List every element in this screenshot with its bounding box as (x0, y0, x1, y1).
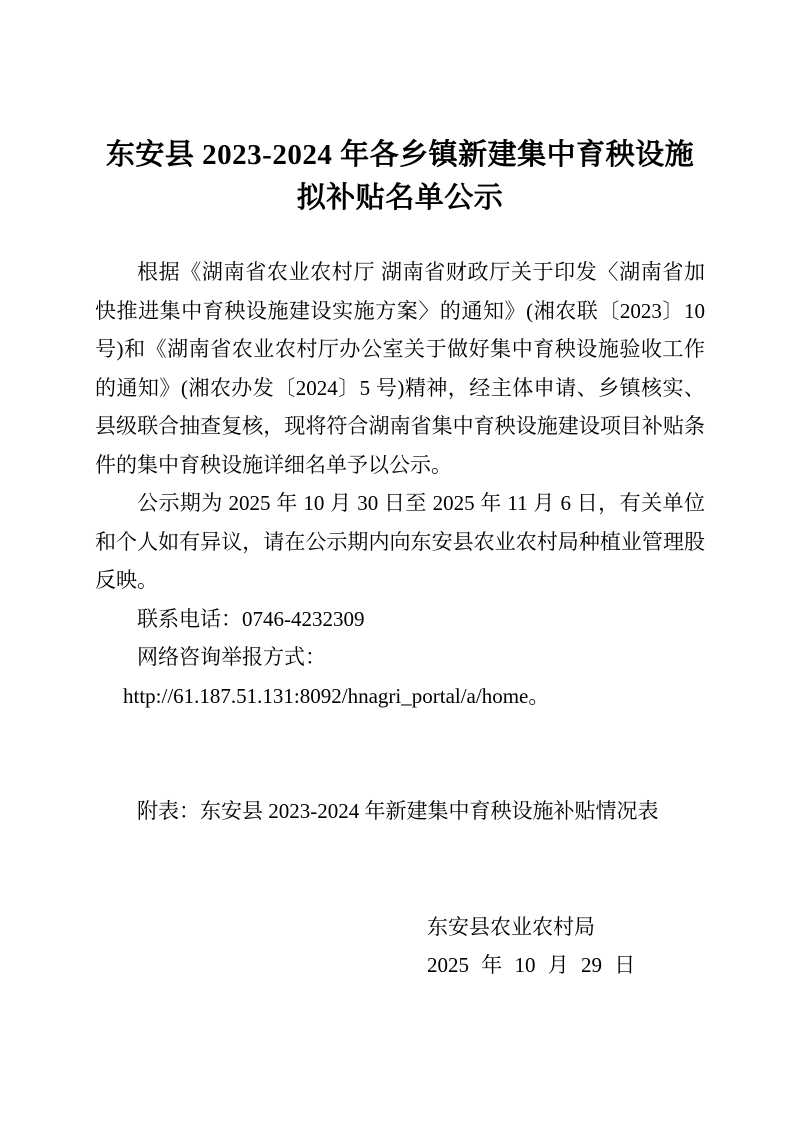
paragraph-publicity-period: 公示期为 2025 年 10 月 30 日至 2025 年 11 月 6 日，有关单位和个人如有异议，请在公示期内向东安县农业农村局种植业管理股反映。 (95, 491, 705, 592)
issuer-name: 东安县农业农村局 (427, 914, 595, 939)
document-content (95, 0, 705, 985)
online-report-label: 网络咨询举报方式： (137, 645, 326, 669)
signature-block (427, 908, 705, 985)
attachment-note: 附表：东安县 2023-2024 年新建集中育秧设施补贴情况表 (137, 799, 659, 823)
document-body (95, 253, 705, 985)
report-url: http://61.187.51.131:8092/hnagri_portal/a/home。 (123, 683, 550, 708)
issue-date: 2025 年 10 月 29 日 (427, 953, 636, 977)
paragraph-basis: 根据《湖南省农业农村厅 湖南省财政厅关于印发〈湖南省加快推进集中育秧设施建设实施方案〉的通知》(湘农联〔2023〕10 号)和《湖南省农业农村厅办公室关于做好集中育秧设施验收工作的通知》(湘农办发〔2024〕5 号)精神，经主体申请、乡镇核实、县级联合抽查复核，现将符合湖南省集中育秧设施建设项目补贴条件的集中育秧设施详细名单予以公示。 (95, 260, 705, 477)
contact-phone-line: 联系电话：0746-4232309 (137, 606, 365, 631)
document-title: 东安县 2023-2024 年各乡镇新建集中育秧设施拟补贴名单公示 (105, 139, 695, 214)
